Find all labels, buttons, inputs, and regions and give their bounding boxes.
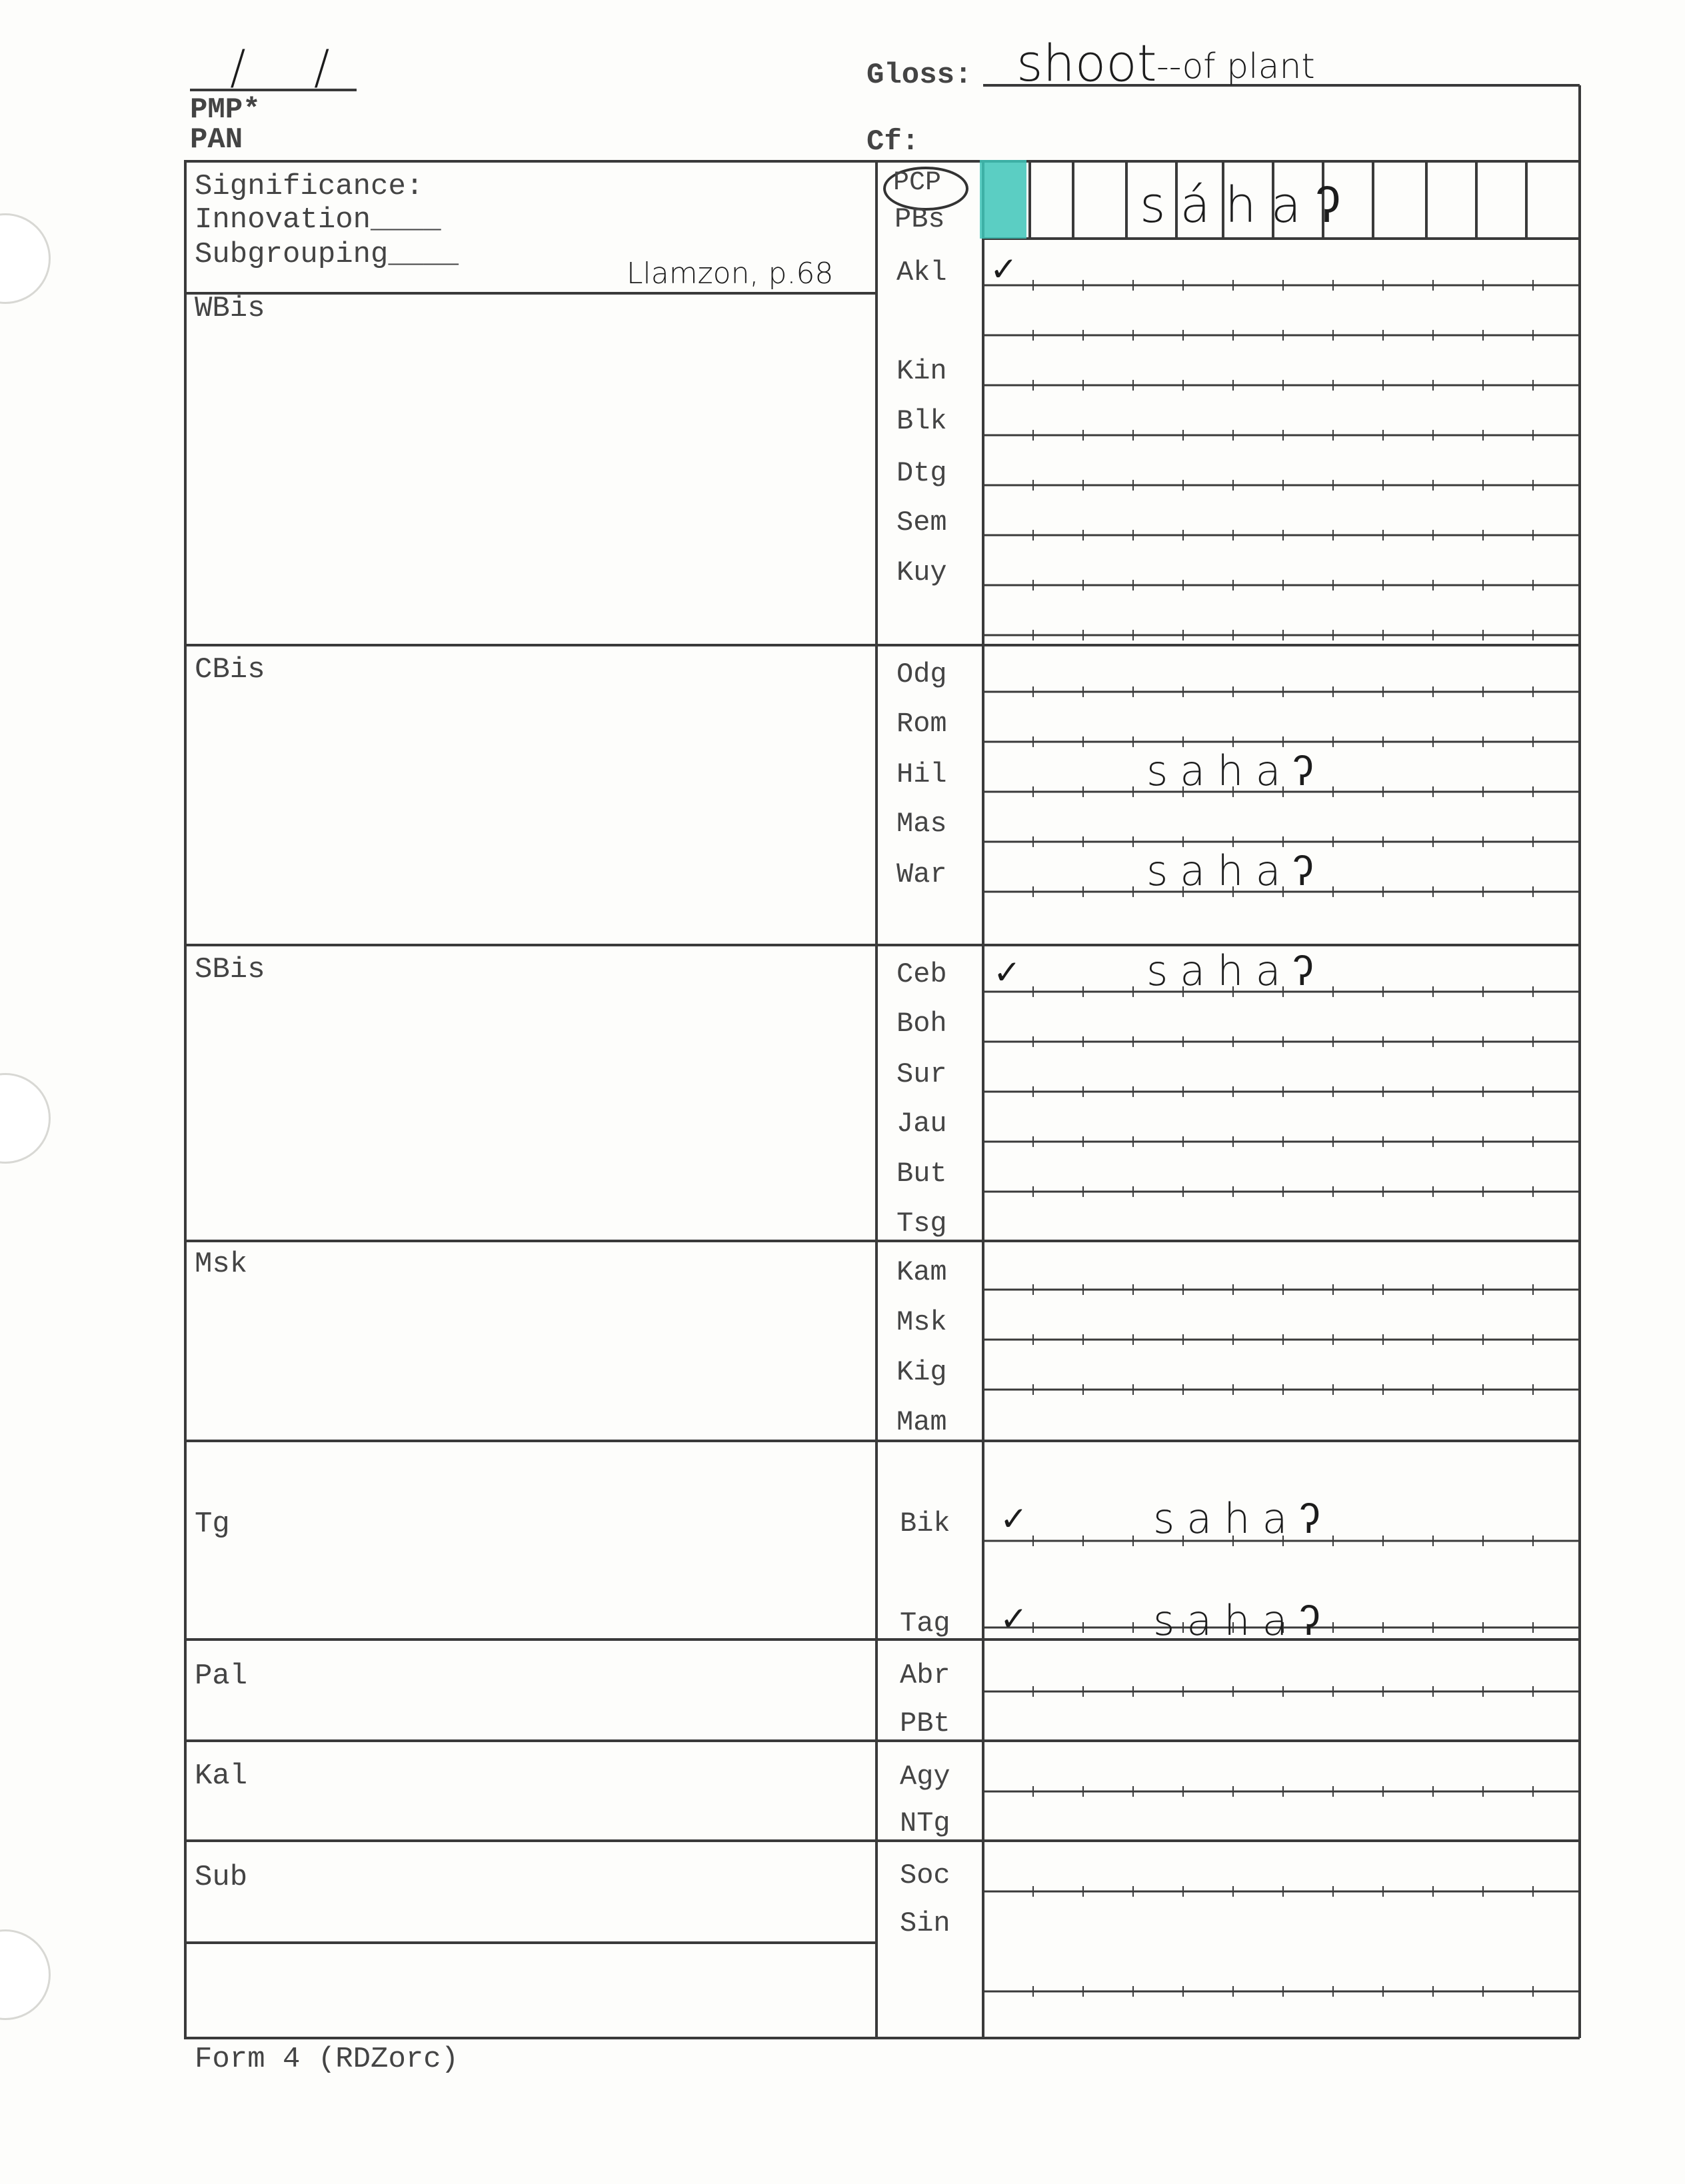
cf-label: Cf: bbox=[866, 125, 920, 159]
lang-abr: Abr bbox=[900, 1659, 950, 1691]
pmp-label: PMP* bbox=[190, 93, 261, 127]
lang-dtg: Dtg bbox=[896, 457, 947, 489]
lang-pbt: PBt bbox=[900, 1707, 950, 1739]
entry-hil: sahaʔ bbox=[1146, 746, 1326, 795]
gloss-label: Gloss: bbox=[866, 59, 972, 92]
lang-but: But bbox=[896, 1158, 947, 1190]
lang-msk: Msk bbox=[896, 1306, 947, 1338]
group-wbis: WBis bbox=[195, 292, 265, 325]
innovation-label: Innovation____ bbox=[195, 203, 441, 237]
lang-ceb: Ceb bbox=[896, 958, 947, 990]
entry-pbs: sáhaʔ bbox=[1140, 177, 1356, 234]
lang-kin: Kin bbox=[896, 355, 947, 387]
group-msk: Msk bbox=[195, 1248, 248, 1281]
lang-odg: Odg bbox=[896, 658, 947, 690]
entry-bik: sahaʔ bbox=[1153, 1494, 1332, 1543]
lang-jau: Jau bbox=[896, 1108, 947, 1140]
group-kal: Kal bbox=[195, 1759, 248, 1793]
lang-rom: Rom bbox=[896, 708, 947, 740]
group-sub: Sub bbox=[195, 1861, 248, 1894]
check-bik: ✓ bbox=[1000, 1500, 1028, 1538]
lang-mas: Mas bbox=[896, 808, 947, 840]
entry-ceb: sahaʔ bbox=[1146, 946, 1326, 995]
lang-tsg: Tsg bbox=[896, 1208, 947, 1240]
lang-mam: Mam bbox=[896, 1406, 947, 1438]
pan-label: PAN bbox=[190, 123, 243, 157]
group-cbis: CBis bbox=[195, 653, 265, 686]
lang-kam: Kam bbox=[896, 1256, 947, 1288]
source-citation: Llamzon, p.68 bbox=[627, 257, 834, 291]
lang-sin: Sin bbox=[900, 1907, 950, 1939]
lang-ntg: NTg bbox=[900, 1807, 950, 1839]
lang-agy: Agy bbox=[900, 1761, 950, 1793]
check-tag: ✓ bbox=[1000, 1600, 1028, 1638]
lang-kig: Kig bbox=[896, 1356, 947, 1388]
lang-tag: Tag bbox=[900, 1608, 950, 1639]
check-ceb: ✓ bbox=[993, 953, 1021, 992]
lang-pbs: PBs bbox=[894, 203, 945, 235]
check-akl: ✓ bbox=[990, 250, 1018, 289]
lang-sem: Sem bbox=[896, 507, 947, 539]
lang-pcp: PCP bbox=[893, 168, 942, 198]
group-sbis: SBis bbox=[195, 953, 265, 986]
lang-war: War bbox=[896, 858, 947, 890]
teal-highlight-mark bbox=[980, 160, 1026, 239]
date-slashes: / / bbox=[230, 40, 357, 95]
group-tg: Tg bbox=[195, 1508, 230, 1541]
lang-boh: Boh bbox=[896, 1008, 947, 1040]
lang-sur: Sur bbox=[896, 1058, 947, 1090]
lang-soc: Soc bbox=[900, 1859, 950, 1891]
subgrouping-label: Subgrouping____ bbox=[195, 238, 459, 271]
lang-hil: Hil bbox=[896, 758, 947, 790]
form-footer: Form 4 (RDZorc) bbox=[195, 2043, 459, 2076]
lang-blk: Blk bbox=[896, 405, 947, 437]
lang-kuy: Kuy bbox=[896, 556, 947, 588]
significance-title: Significance: bbox=[195, 170, 424, 203]
lang-bik: Bik bbox=[900, 1508, 950, 1540]
gloss-value: shoot bbox=[1016, 33, 1157, 93]
entry-war: sahaʔ bbox=[1146, 846, 1326, 895]
group-pal: Pal bbox=[195, 1659, 248, 1693]
gloss-suffix: --of plant bbox=[1156, 47, 1315, 87]
entry-tag: sahaʔ bbox=[1153, 1596, 1332, 1645]
lang-akl: Akl bbox=[896, 257, 947, 289]
